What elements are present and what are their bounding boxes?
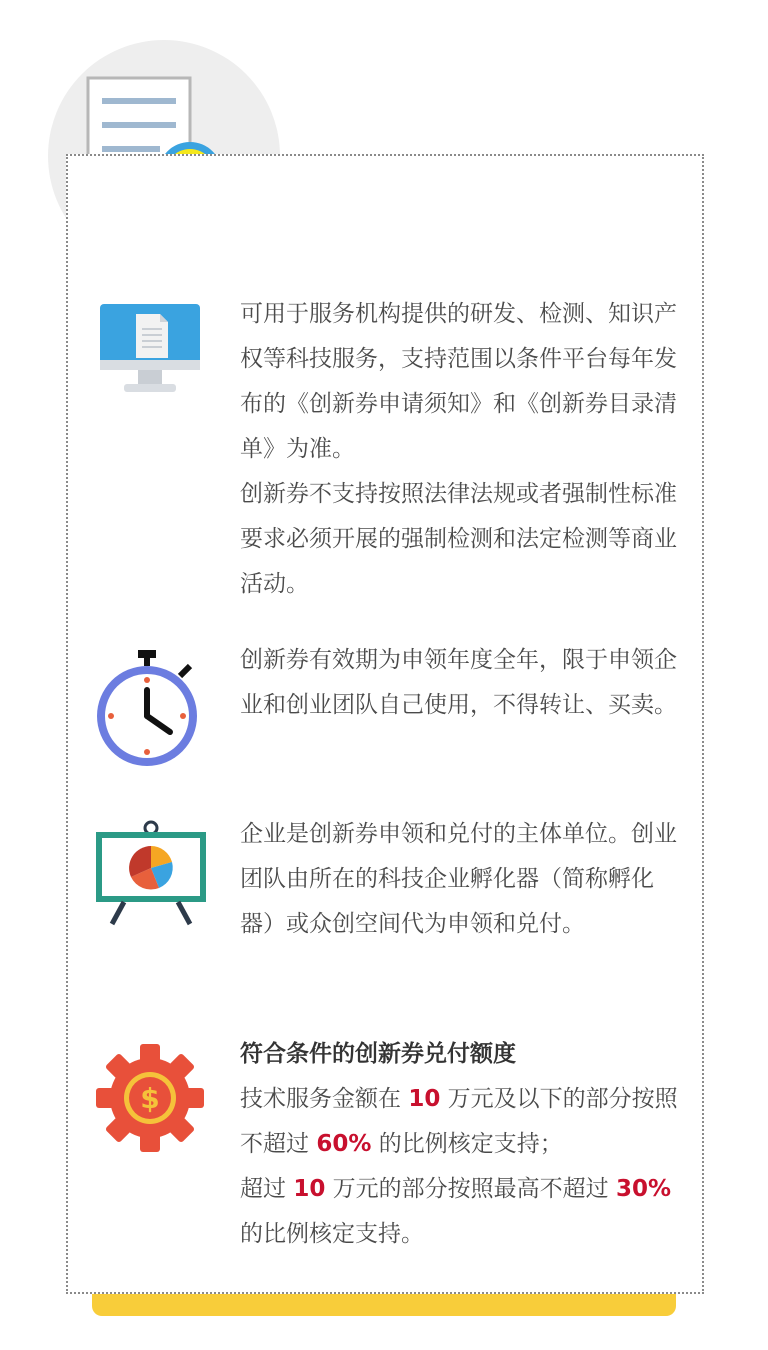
- presentation-pie-chart-icon: [94, 820, 208, 928]
- amount-rule-1-text-b: 万元及以下的部分按照不超过: [240, 1086, 678, 1157]
- subject-paragraph: 企业是创新券申领和兑付的主体单位。创业团队由所在的科技企业孵化器（简称孵化器）或众创空间代为申领和兑付。: [240, 821, 677, 937]
- amount-rule-1-text-a: 技术服务金额在: [240, 1086, 401, 1112]
- dollar-gear-icon: [94, 1042, 206, 1154]
- amount-rule-2-text-c: 的比例核定支持。: [240, 1221, 424, 1247]
- monitor-document-icon: [98, 302, 202, 402]
- scope-paragraph-1: 可用于服务机构提供的研发、检测、知识产权等科技服务，支持范围以条件平台每年发布的《创新券申请须知》和《创新券目录清单》为准。: [240, 301, 677, 462]
- svg-text:$: $: [140, 1082, 160, 1115]
- stopwatch-icon: [92, 648, 202, 768]
- percent-value-1: 60%: [316, 1131, 372, 1157]
- accent-bar: [92, 1294, 676, 1316]
- amount-rule-2-text-b: 万元的部分按照最高不超过: [332, 1176, 609, 1202]
- section-scope: [240, 292, 680, 607]
- amount-rule-1: [240, 1077, 680, 1167]
- amount-value-2: 10: [293, 1176, 326, 1202]
- amount-rule-1-text-c: 的比例核定支持；: [378, 1131, 563, 1157]
- scope-paragraph-2: 创新券不支持按照法律法规或者强制性标准要求必须开展的强制检测和法定检测等商业活动。: [240, 481, 677, 597]
- amount-value-1: 10: [408, 1086, 441, 1112]
- section-amount: [240, 1032, 680, 1257]
- section-subject: [240, 812, 680, 947]
- validity-paragraph: 创新券有效期为申领年度全年，限于申领企业和创业团队自己使用，不得转让、买卖。: [240, 647, 677, 718]
- amount-rule-2-text-a: 超过: [240, 1176, 286, 1202]
- amount-rule-2: [240, 1167, 680, 1257]
- percent-value-2: 30%: [615, 1176, 672, 1202]
- section-validity: [240, 638, 680, 728]
- amount-subhead: 符合条件的创新券兑付额度: [240, 1041, 516, 1067]
